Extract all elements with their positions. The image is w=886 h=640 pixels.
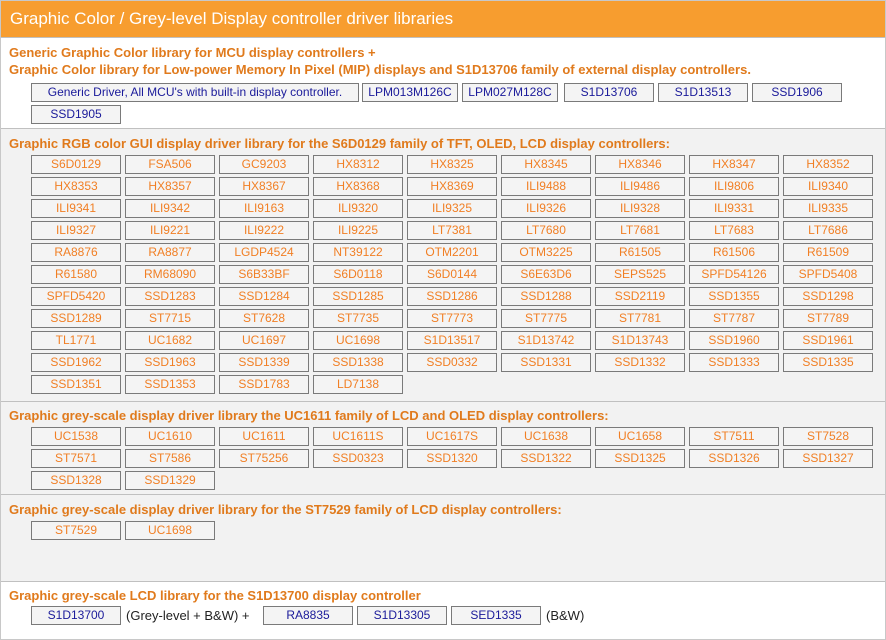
- driver-button-otm2201[interactable]: OTM2201: [407, 243, 497, 262]
- sed1335-button[interactable]: SED1335: [451, 606, 541, 625]
- driver-button-st7775[interactable]: ST7775: [501, 309, 591, 328]
- driver-button-ssd1326[interactable]: SSD1326: [689, 449, 779, 468]
- driver-button-hx8369[interactable]: HX8369: [407, 177, 497, 196]
- section-rgb: [1, 128, 885, 401]
- s1d13700-button[interactable]: S1D13700: [31, 606, 121, 625]
- driver-button-uc1698[interactable]: UC1698: [313, 331, 403, 350]
- driver-button-ili9327[interactable]: ILI9327: [31, 221, 121, 240]
- driver-button-ili9340[interactable]: ILI9340: [783, 177, 873, 196]
- driver-button-ssd1351[interactable]: SSD1351: [31, 375, 121, 394]
- driver-button-ili9326[interactable]: ILI9326: [501, 199, 591, 218]
- driver-button-ssd1332[interactable]: SSD1332: [595, 353, 685, 372]
- driver-button-hx8312[interactable]: HX8312: [313, 155, 403, 174]
- driver-button-st7735[interactable]: ST7735: [313, 309, 403, 328]
- driver-button-ssd1283[interactable]: SSD1283: [125, 287, 215, 306]
- driver-button-hx8367[interactable]: HX8367: [219, 177, 309, 196]
- driver-button-ra8877[interactable]: RA8877: [125, 243, 215, 262]
- driver-button-ssd1339[interactable]: SSD1339: [219, 353, 309, 372]
- driver-button-r61506[interactable]: R61506: [689, 243, 779, 262]
- driver-button-ili9221[interactable]: ILI9221: [125, 221, 215, 240]
- driver-button-ssd1286[interactable]: SSD1286: [407, 287, 497, 306]
- driver-button-ssd1325[interactable]: SSD1325: [595, 449, 685, 468]
- driver-button-s6d0129[interactable]: S6D0129: [31, 155, 121, 174]
- driver-button-uc1617s[interactable]: UC1617S: [407, 427, 497, 446]
- driver-button-hx8352[interactable]: HX8352: [783, 155, 873, 174]
- driver-button-uc1611s[interactable]: UC1611S: [313, 427, 403, 446]
- driver-button-hx8345[interactable]: HX8345: [501, 155, 591, 174]
- driver-button-ili9328[interactable]: ILI9328: [595, 199, 685, 218]
- driver-button-r61505[interactable]: R61505: [595, 243, 685, 262]
- driver-button-ssd1335[interactable]: SSD1335: [783, 353, 873, 372]
- section-rgb-title: Graphic RGB color GUI display driver library for the S6D0129 family of TFT, OLED, LCD display controllers:: [9, 136, 670, 151]
- driver-button-spfd5420[interactable]: SPFD5420: [31, 287, 121, 306]
- driver-button-lt7381[interactable]: LT7381: [407, 221, 497, 240]
- driver-button-ili9325[interactable]: ILI9325: [407, 199, 497, 218]
- grey-level-bw-label: (Grey-level + B&W) +: [126, 608, 250, 623]
- driver-button-uc1698[interactable]: UC1698: [125, 521, 215, 540]
- driver-button-tl1771[interactable]: TL1771: [31, 331, 121, 350]
- driver-button-ssd1963[interactable]: SSD1963: [125, 353, 215, 372]
- driver-button-st7789[interactable]: ST7789: [783, 309, 873, 328]
- section-grey-uc1611: [1, 401, 885, 494]
- driver-button-lt7680[interactable]: LT7680: [501, 221, 591, 240]
- driver-button-spfd54126[interactable]: SPFD54126: [689, 265, 779, 284]
- driver-button-uc1538[interactable]: UC1538: [31, 427, 121, 446]
- driver-button-ssd1320[interactable]: SSD1320: [407, 449, 497, 468]
- driver-button-st7528[interactable]: ST7528: [783, 427, 873, 446]
- driver-button-ssd1960[interactable]: SSD1960: [689, 331, 779, 350]
- bw-label: (B&W): [546, 608, 585, 623]
- driver-button-ili9335[interactable]: ILI9335: [783, 199, 873, 218]
- driver-button-uc1610[interactable]: UC1610: [125, 427, 215, 446]
- section-generic-title-2: Graphic Color library for Low-power Memory In Pixel (MIP) displays and S1D13706 family of external display controllers.: [9, 62, 751, 77]
- driver-button-ssd1906[interactable]: SSD1906: [752, 83, 842, 102]
- driver-button-st7586[interactable]: ST7586: [125, 449, 215, 468]
- driver-button-otm3225[interactable]: OTM3225: [501, 243, 591, 262]
- driver-button-ssd1905[interactable]: SSD1905: [31, 105, 121, 124]
- driver-button-hx8347[interactable]: HX8347: [689, 155, 779, 174]
- driver-button-ssd1289[interactable]: SSD1289: [31, 309, 121, 328]
- driver-button-ssd2119[interactable]: SSD2119: [595, 287, 685, 306]
- driver-button-ili9331[interactable]: ILI9331: [689, 199, 779, 218]
- ra8835-button[interactable]: RA8835: [263, 606, 353, 625]
- driver-button-ssd1961[interactable]: SSD1961: [783, 331, 873, 350]
- driver-button-ili9225[interactable]: ILI9225: [313, 221, 403, 240]
- driver-button-uc1682[interactable]: UC1682: [125, 331, 215, 350]
- driver-button-lgdp4524[interactable]: LGDP4524: [219, 243, 309, 262]
- section-generic-title-1: Generic Graphic Color library for MCU display controllers +: [9, 45, 376, 60]
- driver-button-ssd1298[interactable]: SSD1298: [783, 287, 873, 306]
- driver-button-gc9203[interactable]: GC9203: [219, 155, 309, 174]
- driver-button-lpm013m126c[interactable]: LPM013M126C: [362, 83, 458, 102]
- driver-button-ssd1284[interactable]: SSD1284: [219, 287, 309, 306]
- driver-button-ili9342[interactable]: ILI9342: [125, 199, 215, 218]
- driver-button-s1d13706[interactable]: S1D13706: [564, 83, 654, 102]
- driver-button-ssd1327[interactable]: SSD1327: [783, 449, 873, 468]
- driver-button-ili9320[interactable]: ILI9320: [313, 199, 403, 218]
- driver-button-ra8876[interactable]: RA8876: [31, 243, 121, 262]
- driver-button-ssd1329[interactable]: SSD1329: [125, 471, 215, 490]
- driver-button-s6e63d6[interactable]: S6E63D6: [501, 265, 591, 284]
- driver-button-lt7681[interactable]: LT7681: [595, 221, 685, 240]
- driver-button-ssd1331[interactable]: SSD1331: [501, 353, 591, 372]
- driver-button-ssd1285[interactable]: SSD1285: [313, 287, 403, 306]
- driver-button-ili9341[interactable]: ILI9341: [31, 199, 121, 218]
- driver-button-ssd1355[interactable]: SSD1355: [689, 287, 779, 306]
- driver-button-lpm027m128c[interactable]: LPM027M128C: [462, 83, 558, 102]
- s1d13305-button[interactable]: S1D13305: [357, 606, 447, 625]
- driver-button-ili9222[interactable]: ILI9222: [219, 221, 309, 240]
- driver-button-ili9486[interactable]: ILI9486: [595, 177, 685, 196]
- section-s1d13700-title: Graphic grey-scale LCD library for the S1D13700 display controller: [9, 588, 421, 603]
- driver-button-ssd1333[interactable]: SSD1333: [689, 353, 779, 372]
- driver-button-lt7686[interactable]: LT7686: [783, 221, 873, 240]
- driver-button-s1d13743[interactable]: S1D13743: [595, 331, 685, 350]
- driver-button-ssd1322[interactable]: SSD1322: [501, 449, 591, 468]
- driver-button-hx8368[interactable]: HX8368: [313, 177, 403, 196]
- driver-button-st7773[interactable]: ST7773: [407, 309, 497, 328]
- driver-button-uc1658[interactable]: UC1658: [595, 427, 685, 446]
- driver-button-ssd1353[interactable]: SSD1353: [125, 375, 215, 394]
- driver-button-rm68090[interactable]: RM68090: [125, 265, 215, 284]
- driver-button-s6d0118[interactable]: S6D0118: [313, 265, 403, 284]
- driver-button-st7715[interactable]: ST7715: [125, 309, 215, 328]
- driver-button-seps525[interactable]: SEPS525: [595, 265, 685, 284]
- driver-button-r61580[interactable]: R61580: [31, 265, 121, 284]
- driver-button-r61509[interactable]: R61509: [783, 243, 873, 262]
- driver-button-s1d13517[interactable]: S1D13517: [407, 331, 497, 350]
- driver-button-ili9806[interactable]: ILI9806: [689, 177, 779, 196]
- driver-button-ld7138[interactable]: LD7138: [313, 375, 403, 394]
- driver-button-ili9163[interactable]: ILI9163: [219, 199, 309, 218]
- section-grey-uc1611-title: Graphic grey-scale display driver library the UC1611 family of LCD and OLED display controllers:: [9, 408, 609, 423]
- driver-button-ssd1338[interactable]: SSD1338: [313, 353, 403, 372]
- driver-button-ssd1783[interactable]: SSD1783: [219, 375, 309, 394]
- driver-button-st7529[interactable]: ST7529: [31, 521, 121, 540]
- driver-button-s6b33bf[interactable]: S6B33BF: [219, 265, 309, 284]
- driver-button-s1d13742[interactable]: S1D13742: [501, 331, 591, 350]
- driver-button-spfd5408[interactable]: SPFD5408: [783, 265, 873, 284]
- driver-button-ili9488[interactable]: ILI9488: [501, 177, 591, 196]
- driver-button-ssd0323[interactable]: SSD0323: [313, 449, 403, 468]
- driver-button-fsa506[interactable]: FSA506: [125, 155, 215, 174]
- driver-button-st75256[interactable]: ST75256: [219, 449, 309, 468]
- driver-button-ssd0332[interactable]: SSD0332: [407, 353, 497, 372]
- driver-button-hx8353[interactable]: HX8353: [31, 177, 121, 196]
- driver-button-st7781[interactable]: ST7781: [595, 309, 685, 328]
- driver-button-ssd1328[interactable]: SSD1328: [31, 471, 121, 490]
- driver-button-hx8346[interactable]: HX8346: [595, 155, 685, 174]
- page-header: Graphic Color / Grey-level Display controller driver libraries: [1, 1, 885, 37]
- section-generic: [1, 37, 885, 128]
- section-grey-st7529-title: Graphic grey-scale display driver library for the ST7529 family of LCD display controllers:: [9, 502, 562, 517]
- driver-button-st7511[interactable]: ST7511: [689, 427, 779, 446]
- driver-button-uc1611[interactable]: UC1611: [219, 427, 309, 446]
- section-grey-st7529: [1, 494, 885, 581]
- driver-button-ssd1962[interactable]: SSD1962: [31, 353, 121, 372]
- driver-button-uc1697[interactable]: UC1697: [219, 331, 309, 350]
- driver-button-s1d13513[interactable]: S1D13513: [658, 83, 748, 102]
- driver-button-nt39122[interactable]: NT39122: [313, 243, 403, 262]
- driver-button-s6d0144[interactable]: S6D0144: [407, 265, 497, 284]
- driver-button-ssd1288[interactable]: SSD1288: [501, 287, 591, 306]
- driver-button-hx8325[interactable]: HX8325: [407, 155, 497, 174]
- driver-button-st7571[interactable]: ST7571: [31, 449, 121, 468]
- driver-button-generic-driver-all-mcu-s-with-built-in-display-controller[interactable]: Generic Driver, All MCU's with built-in display controller.: [31, 83, 359, 102]
- driver-button-uc1638[interactable]: UC1638: [501, 427, 591, 446]
- driver-button-lt7683[interactable]: LT7683: [689, 221, 779, 240]
- section-s1d13700: [1, 581, 885, 639]
- driver-button-hx8357[interactable]: HX8357: [125, 177, 215, 196]
- driver-button-st7628[interactable]: ST7628: [219, 309, 309, 328]
- driver-button-st7787[interactable]: ST7787: [689, 309, 779, 328]
